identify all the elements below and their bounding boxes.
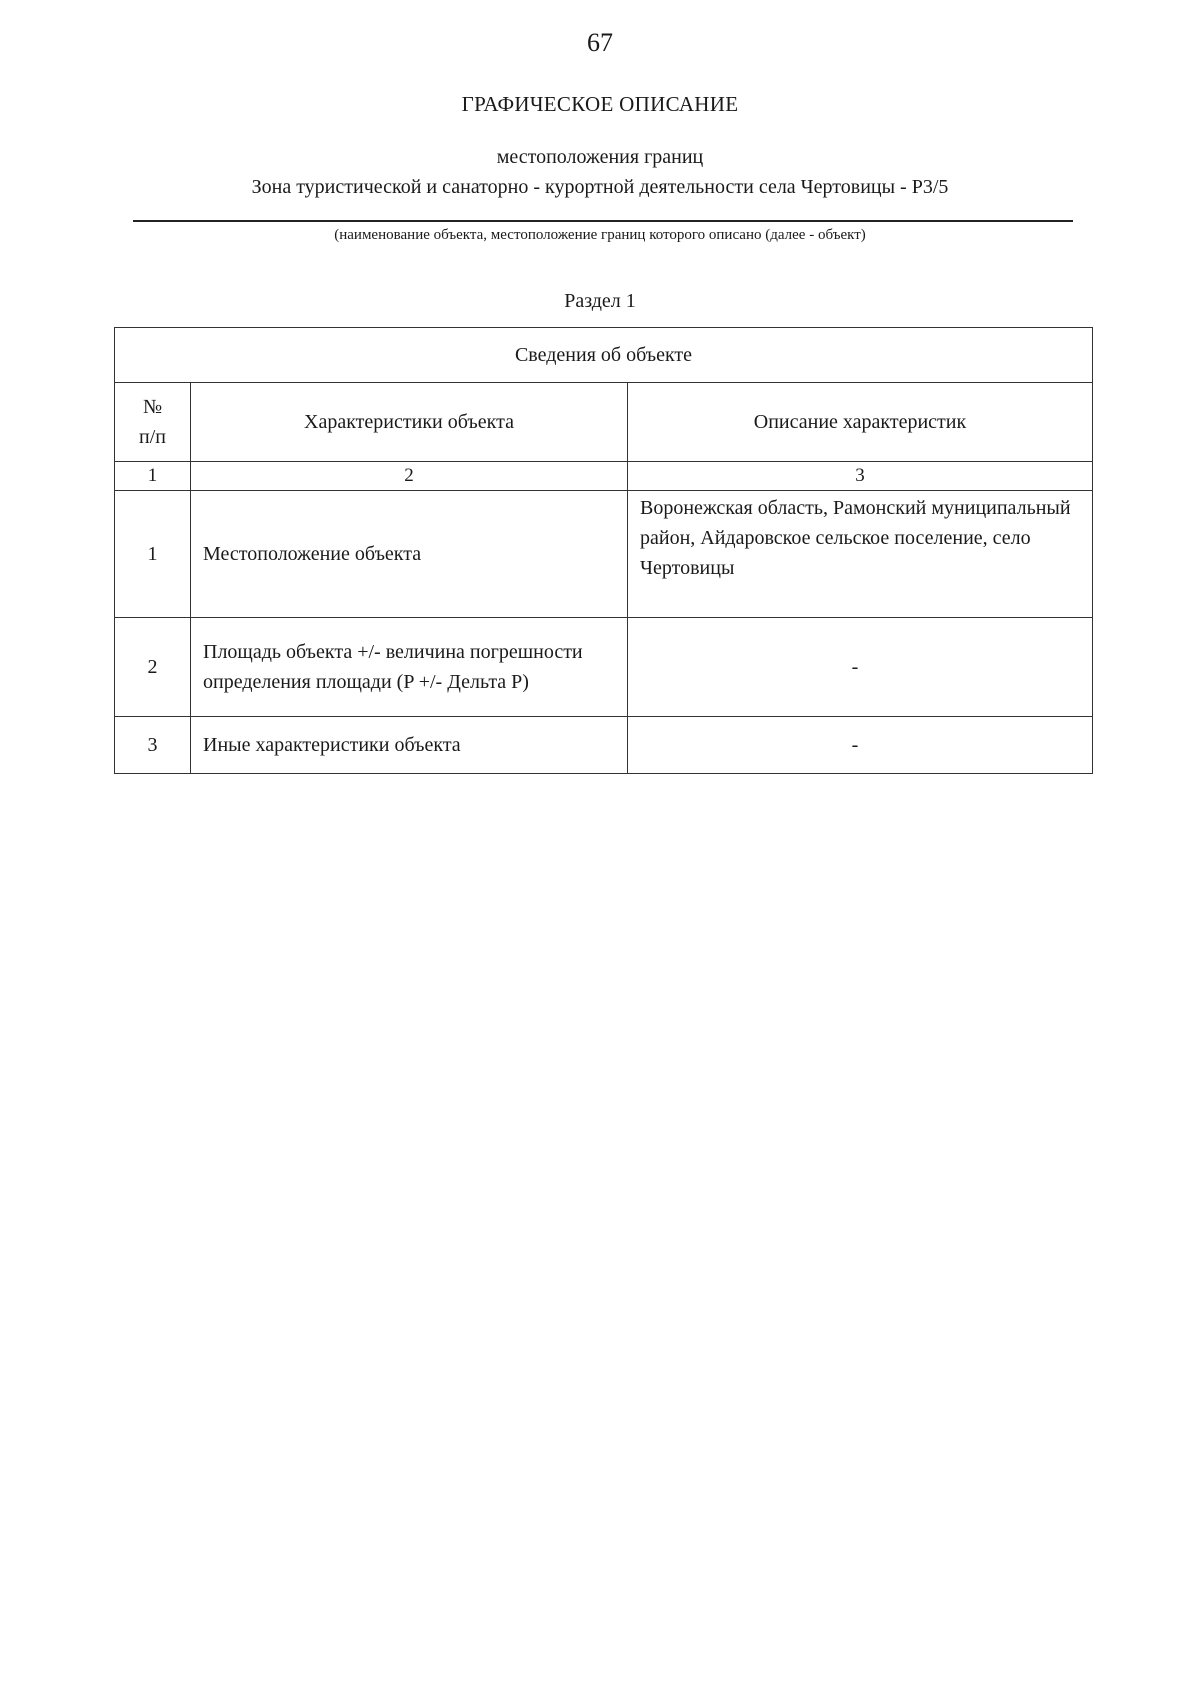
object-name-caption: (наименование объекта, местоположение границ которого описано (далее - объект) xyxy=(334,227,866,243)
row-number: 2 xyxy=(115,618,191,717)
row-description: - xyxy=(628,618,1093,717)
column-index-1: 1 xyxy=(115,462,191,491)
object-info-table xyxy=(114,327,1093,774)
table-header-row xyxy=(115,383,1093,462)
table-caption: Сведения об объекте xyxy=(115,328,1093,383)
header-num-line-2: п/п xyxy=(139,426,166,448)
table-row xyxy=(115,618,1093,717)
column-index-2: 2 xyxy=(191,462,628,491)
row-number: 1 xyxy=(115,491,191,618)
object-name: Зона туристической и санаторно - курортной деятельности села Чертовицы - Р3/5 xyxy=(251,176,949,198)
table-caption-row xyxy=(115,328,1093,383)
page-number: 67 xyxy=(587,28,613,57)
row-number: 3 xyxy=(115,717,191,774)
section-title: Раздел 1 xyxy=(564,290,636,312)
row-description: Воронежская область, Рамонский муниципальный район, Айдаровское сельское поселение, село Чертовицы xyxy=(628,491,1093,618)
header-characteristic: Характеристики объекта xyxy=(191,383,628,462)
document-title: ГРАФИЧЕСКОЕ ОПИСАНИЕ xyxy=(461,92,739,116)
header-description: Описание характеристик xyxy=(628,383,1093,462)
table-row xyxy=(115,491,1093,618)
header-num-line-1: № xyxy=(142,396,163,418)
column-index-3: 3 xyxy=(628,462,1093,491)
row-characteristic: Местоположение объекта xyxy=(191,491,628,618)
row-description: - xyxy=(628,717,1093,774)
row-characteristic: Площадь объекта +/- величина погрешности определения площади (P +/- Дельта P) xyxy=(191,618,628,717)
header-num xyxy=(115,383,191,462)
table-row xyxy=(115,717,1093,774)
table-index-row xyxy=(115,462,1093,491)
document-subtitle: местоположения границ xyxy=(496,146,704,168)
row-characteristic: Иные характеристики объекта xyxy=(191,717,628,774)
object-name-underline xyxy=(133,220,1073,222)
